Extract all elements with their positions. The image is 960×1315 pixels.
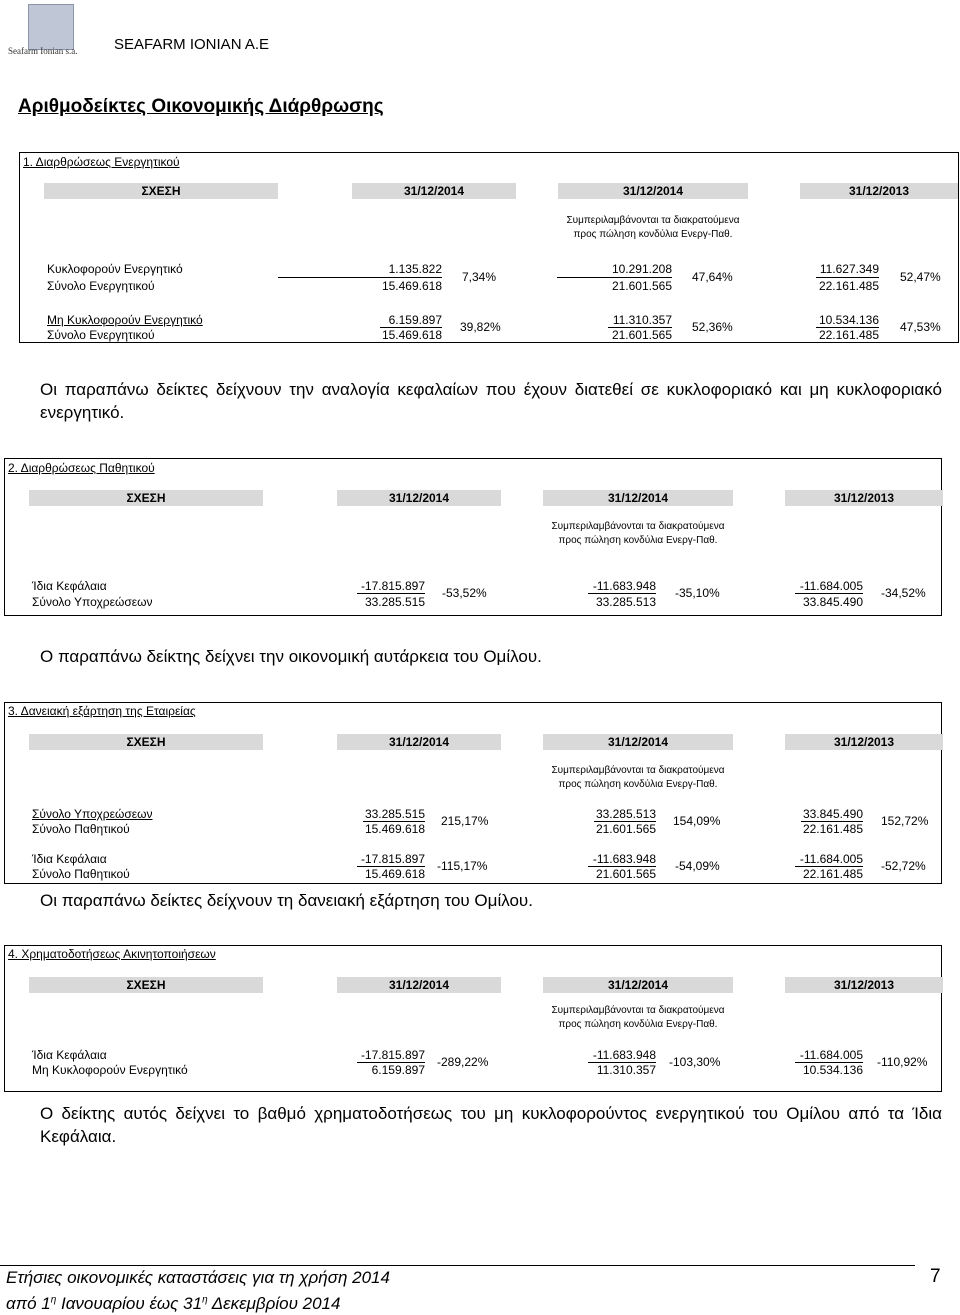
value-cell: 6.159.897 [388,313,442,327]
value-cell: -11.683.948 [592,1048,656,1062]
ratio-cell: 154,09% [673,814,721,828]
value-cell: -11.683.948 [592,852,656,866]
value-cell: 15.469.618 [381,279,442,293]
ratio-cell: 47,53% [900,320,941,334]
value-cell: 33.845.490 [802,807,863,821]
value-cell: 33.285.513 [595,595,656,609]
value-cell: 21.601.565 [611,279,672,293]
divider-line [795,593,863,594]
row-label: Ίδια Κεφάλαια [32,579,107,593]
header-col1: 31/12/2014 [337,977,501,993]
footer-period-c: Δεκεμβρίου 2014 [207,1294,341,1313]
ratio-cell: -53,52% [442,586,487,600]
ratio-cell: 52,36% [692,320,733,334]
value-cell: -17.815.897 [360,852,425,866]
col2-note-line1: Συμπεριλαμβάνονται τα διακρατούμενα [566,215,740,226]
divider-line [816,277,879,278]
value-cell: 33.285.515 [364,807,425,821]
row-label: Ίδια Κεφάλαια [32,852,107,866]
row-label: Σύνολο Παθητικού [32,867,130,881]
col2-note-line2: προς πώληση κονδύλια Ενεργ-Παθ. [558,779,718,790]
header-col3: 31/12/2013 [785,734,943,750]
value-cell: 10.291.208 [611,262,672,276]
header-col2: 31/12/2014 [543,734,733,750]
ratio-cell: -34,52% [881,586,926,600]
section-4-box [4,945,942,1092]
col2-note-line2: προς πώληση κονδύλια Ενεργ-Παθ. [558,1019,718,1030]
value-cell: 22.161.485 [818,279,879,293]
row-label: Σύνολο Παθητικού [32,822,130,836]
company-logo [28,4,74,50]
section-4-title: 4. Χρηματοδοτήσεως Ακινητοποιήσεων [8,947,216,961]
value-cell: -11.684.005 [799,1048,863,1062]
ratio-cell: 52,47% [900,270,941,284]
value-cell: 1.135.822 [388,262,442,276]
value-cell: -11.683.948 [592,579,656,593]
divider-line [357,593,425,594]
header-col1: 31/12/2014 [352,183,516,199]
divider-line [278,277,442,278]
value-cell: 21.601.565 [595,867,656,881]
value-cell: 21.601.565 [595,822,656,836]
header-relation: ΣΧΕΣΗ [44,183,278,199]
value-cell: 10.534.136 [802,1063,863,1077]
header-col1: 31/12/2014 [337,734,501,750]
divider-line [557,277,672,278]
value-cell: -17.815.897 [360,1048,425,1062]
header-col2: 31/12/2014 [543,977,733,993]
header-col3: 31/12/2013 [785,977,943,993]
section-3-box [4,702,942,884]
ratio-cell: -110,92% [877,1055,928,1069]
section-2-comment: Ο παραπάνω δείκτης δείχνει την οικονομική αυτάρκεια του Ομίλου. [40,647,542,666]
ratio-cell: 39,82% [460,320,501,334]
header-relation: ΣΧΕΣΗ [29,977,263,993]
header-col2: 31/12/2014 [543,490,733,506]
col2-note-line2: προς πώληση κονδύλια Ενεργ-Παθ. [573,229,733,240]
row-label: Ίδια Κεφάλαια [32,1048,107,1062]
header-col3: 31/12/2013 [785,490,943,506]
value-cell: -11.684.005 [799,579,863,593]
company-name: SEAFARM IONIAN A.E [114,36,270,53]
value-cell: 22.161.485 [802,822,863,836]
ratio-cell: -35,10% [675,586,720,600]
value-cell: 11.310.357 [612,313,672,327]
footer-period-b: Ιανουαρίου έως 31 [56,1294,203,1313]
ratio-cell: 152,72% [881,814,929,828]
ratio-cell: 47,64% [692,270,733,284]
value-cell: 15.469.618 [364,822,425,836]
value-cell: 15.469.618 [364,867,425,881]
value-cell: 11.310.357 [596,1063,656,1077]
row-label: Μη Κυκλοφορούν Ενεργητικό [32,1063,188,1077]
value-cell: 21.601.565 [611,328,672,342]
value-cell: -17.815.897 [360,579,425,593]
header-relation: ΣΧΕΣΗ [29,734,263,750]
value-cell: 10.534.136 [818,313,879,327]
footer-period [6,1294,340,1314]
value-cell: 22.161.485 [802,867,863,881]
value-cell: 33.285.515 [364,595,425,609]
col2-note-line1: Συμπεριλαμβάνονται τα διακρατούμενα [551,765,725,776]
value-cell: 33.845.490 [802,595,863,609]
section-4-comment: Ο δείκτης αυτός δείχνει το βαθμό χρηματοδοτήσεως του μη κυκλοφορούντος ενεργητικού του Ομίλου από τα Ίδια Κεφάλαια. [40,1104,942,1146]
value-cell: 6.159.897 [371,1063,425,1077]
section-2-title: 2. Διαρθρώσεως Παθητικού [8,461,155,475]
footer-period-sup1: η [50,1294,57,1306]
value-cell: 11.627.349 [819,262,879,276]
footer-rule [0,1265,915,1266]
section-1-title: 1. Διαρθρώσεως Ενεργητικού [23,155,180,169]
row-label: Σύνολο Ενεργητικού [47,328,155,342]
section-3-title: 3. Δανειακή εξάρτηση της Εταιρείας [8,704,196,718]
footer-period-sup2: η [202,1294,208,1306]
logo-text: Seafarm Ionian s.a. [8,46,78,56]
value-cell: 33.285.513 [595,807,656,821]
footer-title: Ετήσιες οικονομικές καταστάσεις για τη χρήση 2014 [6,1268,390,1287]
ratio-cell: 215,17% [441,814,489,828]
row-label: Σύνολο Ενεργητικού [47,279,155,293]
page-number: 7 [930,1266,941,1287]
row-label: Κυκλοφορούν Ενεργητικό [47,262,183,276]
section-2-box [4,458,942,616]
header-col1: 31/12/2014 [337,490,501,506]
ratio-cell: 7,34% [462,270,497,284]
section-1-box [19,152,959,343]
section-3-comment: Οι παραπάνω δείκτες δείχνουν τη δανειακή εξάρτηση του Ομίλου. [40,891,533,910]
ratio-cell: -289,22% [437,1055,489,1069]
divider-line [588,593,656,594]
row-label: Σύνολο Υποχρεώσεων [32,595,153,609]
header-col3: 31/12/2013 [800,183,958,199]
col2-note-line2: προς πώληση κονδύλια Ενεργ-Παθ. [558,535,718,546]
section-1-comment: Οι παραπάνω δείκτες δείχνουν την αναλογία κεφαλαίων που έχουν διατεθεί σε κυκλοφοριακό και μη κυκλοφοριακό ενεργητικό. [40,380,942,422]
value-cell: -11.684.005 [799,852,863,866]
value-cell: 22.161.485 [818,328,879,342]
ratio-cell: -54,09% [675,859,720,873]
ratio-cell: -103,30% [669,1055,721,1069]
row-label: Σύνολο Υποχρεώσεων [32,807,153,821]
header-col2: 31/12/2014 [558,183,748,199]
value-cell: 15.469.618 [381,328,442,342]
ratio-cell: -52,72% [881,859,926,873]
page-title: Αριθμοδείκτες Οικονομικής Διάρθρωσης [18,96,384,117]
header-relation: ΣΧΕΣΗ [29,490,263,506]
row-label: Μη Κυκλοφορούν Ενεργητικό [47,313,203,327]
footer-period-a: από 1 [6,1294,51,1313]
ratio-cell: -115,17% [437,859,488,873]
col2-note-line1: Συμπεριλαμβάνονται τα διακρατούμενα [551,521,725,532]
col2-note-line1: Συμπεριλαμβάνονται τα διακρατούμενα [551,1005,725,1016]
